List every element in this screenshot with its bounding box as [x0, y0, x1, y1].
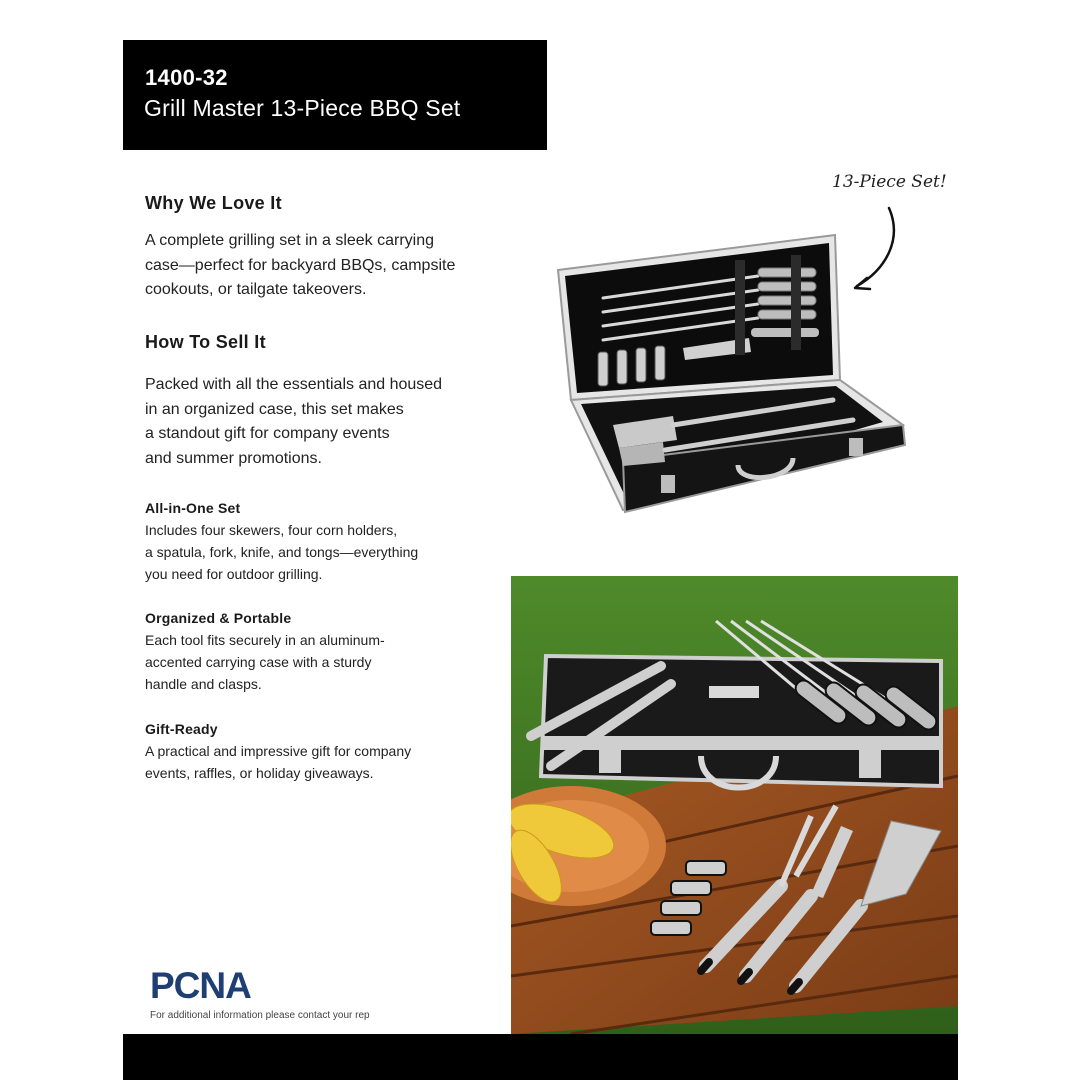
- product-title: Grill Master 13-Piece BBQ Set: [144, 95, 461, 121]
- svg-text:PCNA: PCNA: [150, 966, 251, 1002]
- product-sku: 1400-32: [145, 65, 228, 90]
- header-bar: [123, 40, 547, 150]
- feature-title-all-in-one: All-in-One Set: [145, 500, 241, 516]
- feature-text-gift-ready: A practical and impressive gift for company events, raffles, or holiday giveaways.: [145, 743, 412, 781]
- footer-bar: [123, 1034, 958, 1080]
- feature-title-portable: Organized & Portable: [145, 610, 292, 626]
- why-heading: Why We Love It: [145, 193, 282, 213]
- feature-text-portable: Each tool fits securely in an aluminum- accented carrying case with a sturdy handle and clasps.: [145, 632, 385, 692]
- case-product-photo: [553, 230, 913, 520]
- how-heading: How To Sell It: [145, 332, 266, 352]
- why-paragraph: A complete grilling set in a sleek carrying case—perfect for backyard BBQs, campsite cookouts, or tailgate takeovers.: [145, 232, 456, 298]
- pcna-logo: [150, 966, 268, 1002]
- contact-footnote: For additional information please contact your rep: [150, 1010, 370, 1021]
- piece-count-callout: 13-Piece Set!: [832, 172, 947, 192]
- how-paragraph: Packed with all the essentials and housed in an organized case, this set makes a standout gift for company events and summer promotions.: [145, 376, 443, 467]
- feature-text-all-in-one: Includes four skewers, four corn holders, a spatula, fork, knife, and tongs—everything you need for outdoor grilling.: [145, 522, 419, 582]
- feature-title-gift-ready: Gift-Ready: [145, 721, 218, 737]
- picnic-scene-photo: [511, 576, 958, 1034]
